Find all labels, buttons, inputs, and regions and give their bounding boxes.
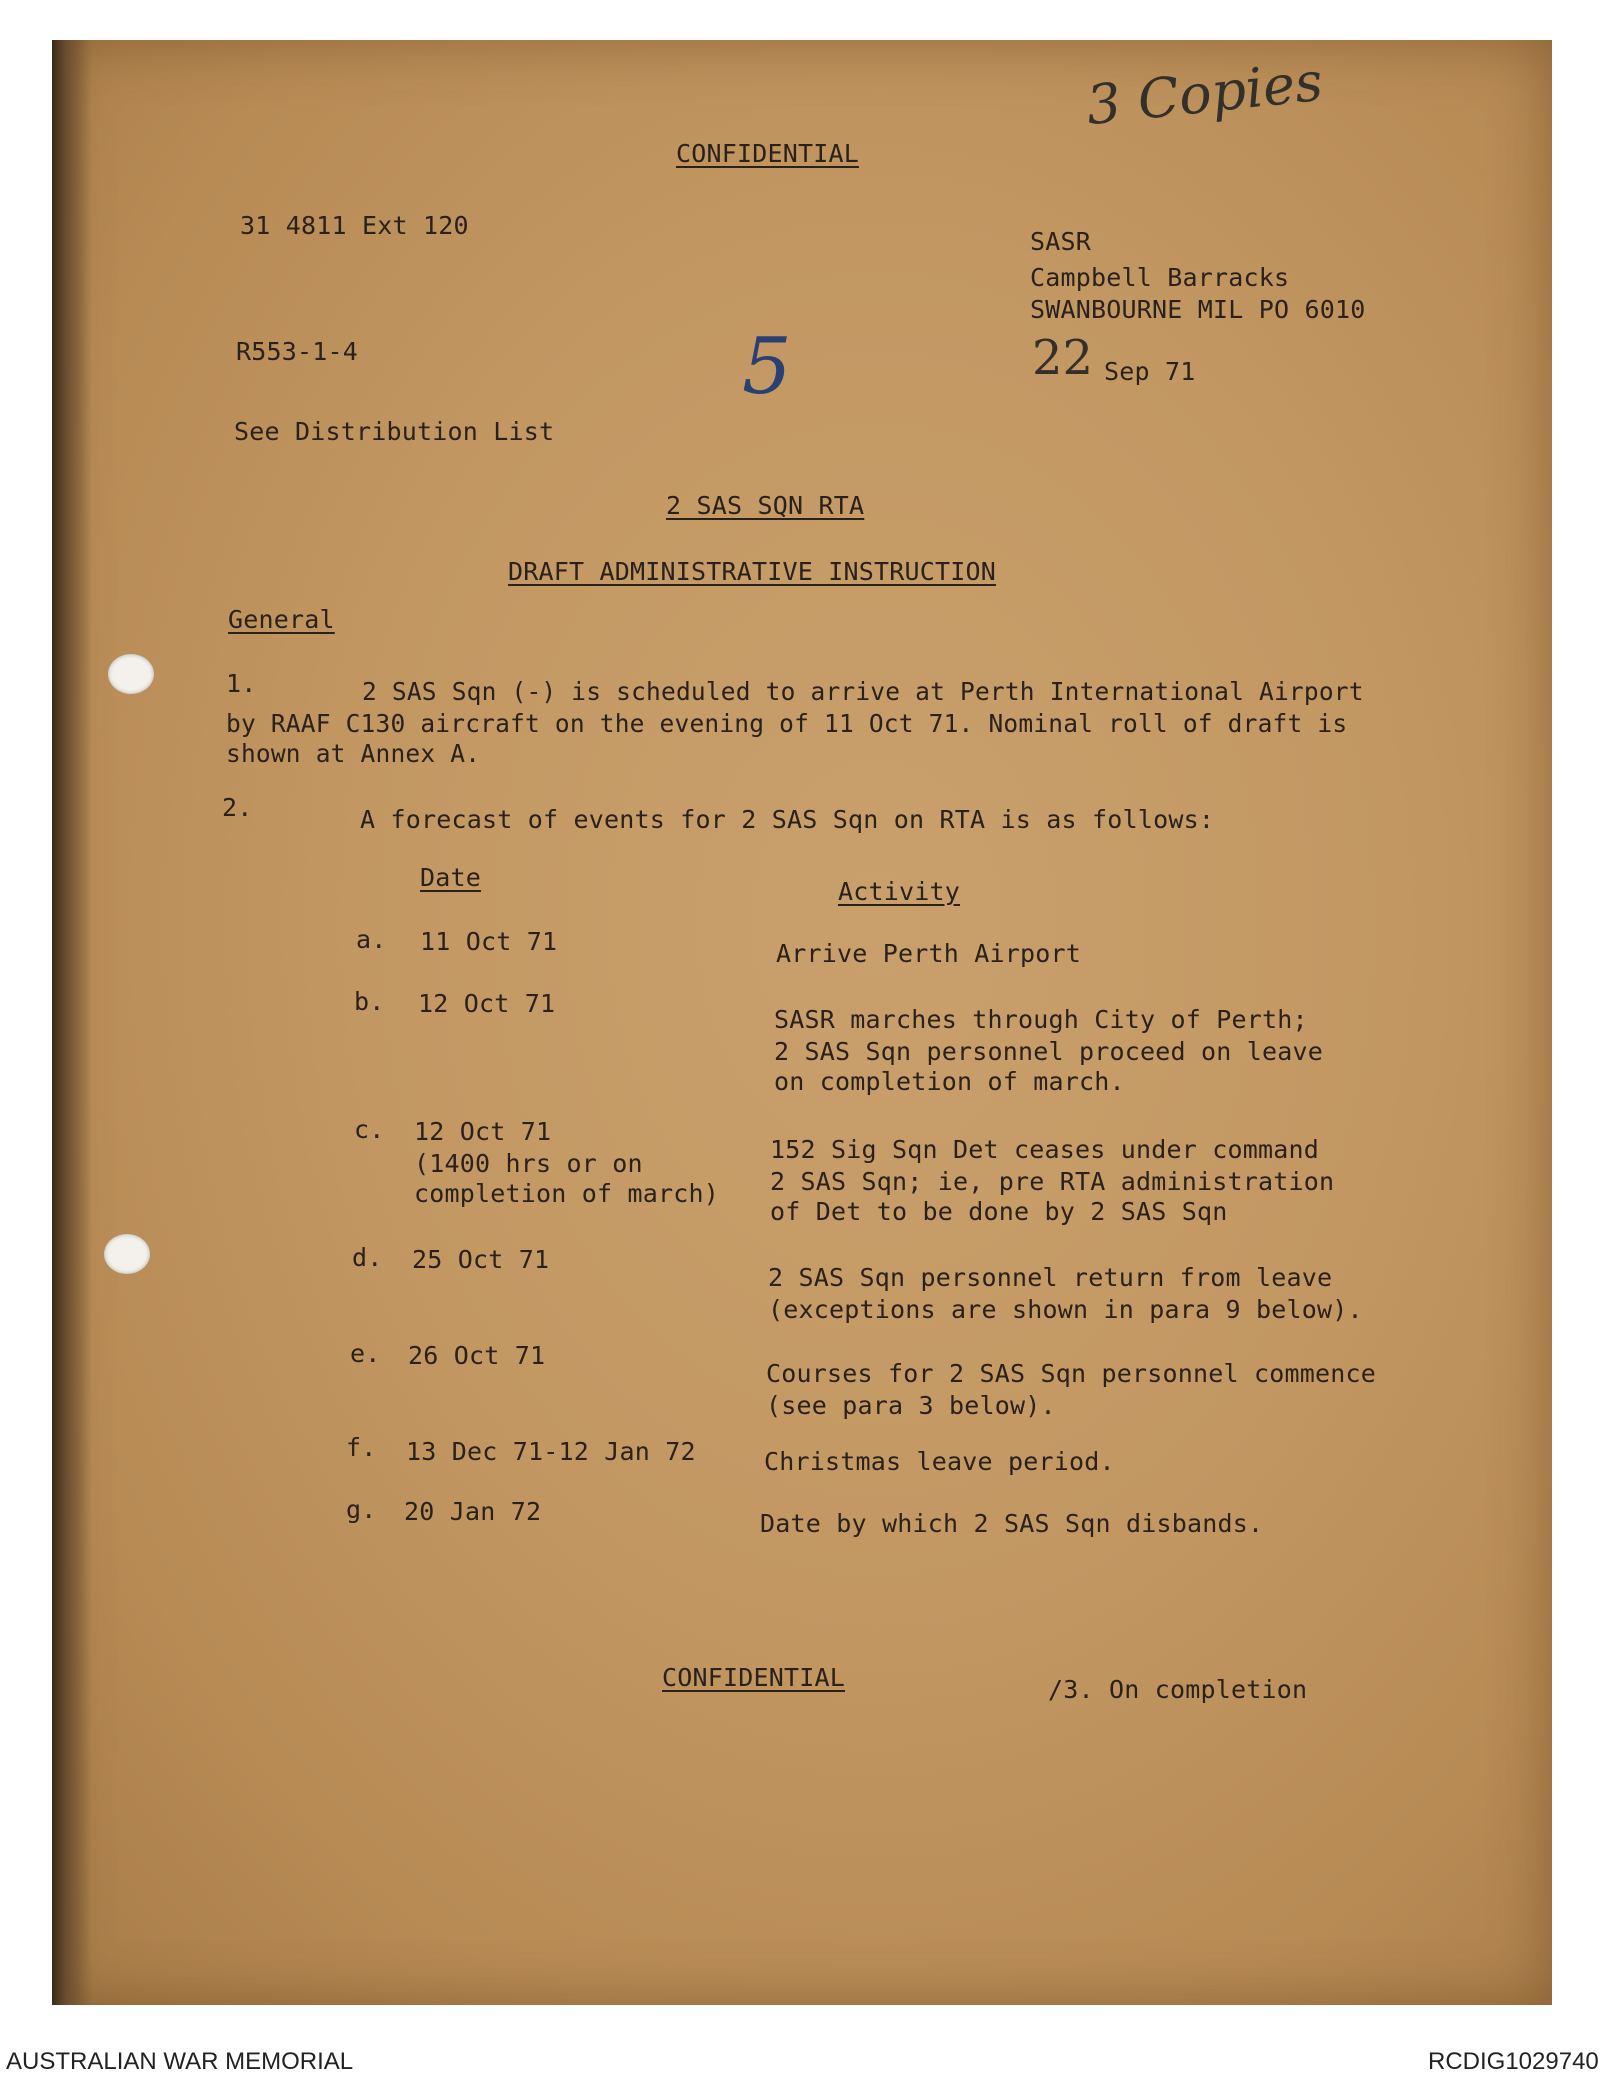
phone-extension: 31 4811 Ext 120 [240, 211, 469, 240]
para1-number: 1. [226, 669, 257, 698]
continuation-catchword: /3. On completion [1048, 1675, 1308, 1704]
event-date: (1400 hrs or on [414, 1149, 643, 1178]
para1-line: by RAAF C130 aircraft on the evening of 11 Oct 71. Nominal roll of draft is [226, 709, 1348, 738]
event-activity: of Det to be done by 2 SAS Sqn [770, 1197, 1228, 1226]
para2-number: 2. [222, 793, 253, 822]
section-heading: General [228, 605, 335, 634]
column-header-date: Date [420, 863, 482, 892]
sender-unit: SASR [1030, 227, 1092, 256]
sender-address: SWANBOURNE MIL PO 6010 [1030, 295, 1366, 324]
event-activity: Arrive Perth Airport [776, 939, 1082, 968]
event-activity: (see para 3 below). [766, 1391, 1056, 1420]
event-date: 25 Oct 71 [412, 1245, 550, 1274]
event-letter: b. [354, 987, 385, 1016]
event-date: 26 Oct 71 [408, 1341, 546, 1370]
classification-top: CONFIDENTIAL [676, 139, 860, 168]
punch-hole [108, 654, 154, 694]
event-activity: on completion of march. [774, 1067, 1125, 1096]
event-date: 12 Oct 71 [414, 1117, 552, 1146]
event-letter: a. [356, 925, 387, 954]
event-date: 20 Jan 72 [404, 1497, 542, 1526]
event-letter: f. [346, 1433, 377, 1462]
event-activity: 2 SAS Sqn personnel return from leave [768, 1263, 1333, 1292]
file-reference: R553-1-4 [236, 337, 359, 366]
archive-name: AUSTRALIAN WAR MEMORIAL [6, 2048, 354, 2075]
event-activity: Date by which 2 SAS Sqn disbands. [760, 1509, 1264, 1538]
sender-barracks: Campbell Barracks [1030, 263, 1290, 292]
paper-shadow-edge [52, 40, 92, 2005]
event-activity: Courses for 2 SAS Sqn personnel commence [766, 1359, 1377, 1388]
event-activity: 152 Sig Sqn Det ceases under command [770, 1135, 1320, 1164]
archive-id: RCDIG1029740 [1428, 2048, 1599, 2075]
column-header-activity: Activity [838, 877, 961, 906]
event-letter: c. [354, 1115, 385, 1144]
para1-line: shown at Annex A. [226, 739, 481, 768]
event-date: 13 Dec 71-12 Jan 72 [406, 1437, 696, 1466]
title-line-1: 2 SAS SQN RTA [666, 491, 865, 520]
event-letter: d. [352, 1243, 383, 1272]
title-line-2: DRAFT ADMINISTRATIVE INSTRUCTION [508, 557, 997, 586]
event-activity: (exceptions are shown in para 9 below). [768, 1295, 1363, 1324]
handwritten-copies: 3 Copies [1083, 49, 1326, 138]
event-activity: SASR marches through City of Perth; [774, 1005, 1308, 1034]
event-activity: 2 SAS Sqn personnel proceed on leave [774, 1037, 1324, 1066]
classification-bottom: CONFIDENTIAL [662, 1663, 846, 1692]
event-activity: 2 SAS Sqn; ie, pre RTA administration [770, 1167, 1335, 1196]
event-date: completion of march) [414, 1179, 720, 1208]
letter-date: Sep 71 [1104, 357, 1196, 386]
para1-line: 2 SAS Sqn (-) is scheduled to arrive at Perth International Airport [362, 677, 1364, 706]
event-letter: e. [350, 1339, 381, 1368]
punch-hole [104, 1234, 150, 1274]
event-date: 11 Oct 71 [420, 927, 558, 956]
para2-text: A forecast of events for 2 SAS Sqn on RTA is as follows: [360, 805, 1215, 834]
event-letter: g. [346, 1495, 377, 1524]
handwritten-day: 22 [1032, 330, 1094, 386]
event-activity: Christmas leave period. [764, 1447, 1115, 1476]
handwritten-folio: 5 [742, 322, 792, 412]
event-date: 12 Oct 71 [418, 989, 556, 1018]
addressee: See Distribution List [234, 417, 555, 446]
